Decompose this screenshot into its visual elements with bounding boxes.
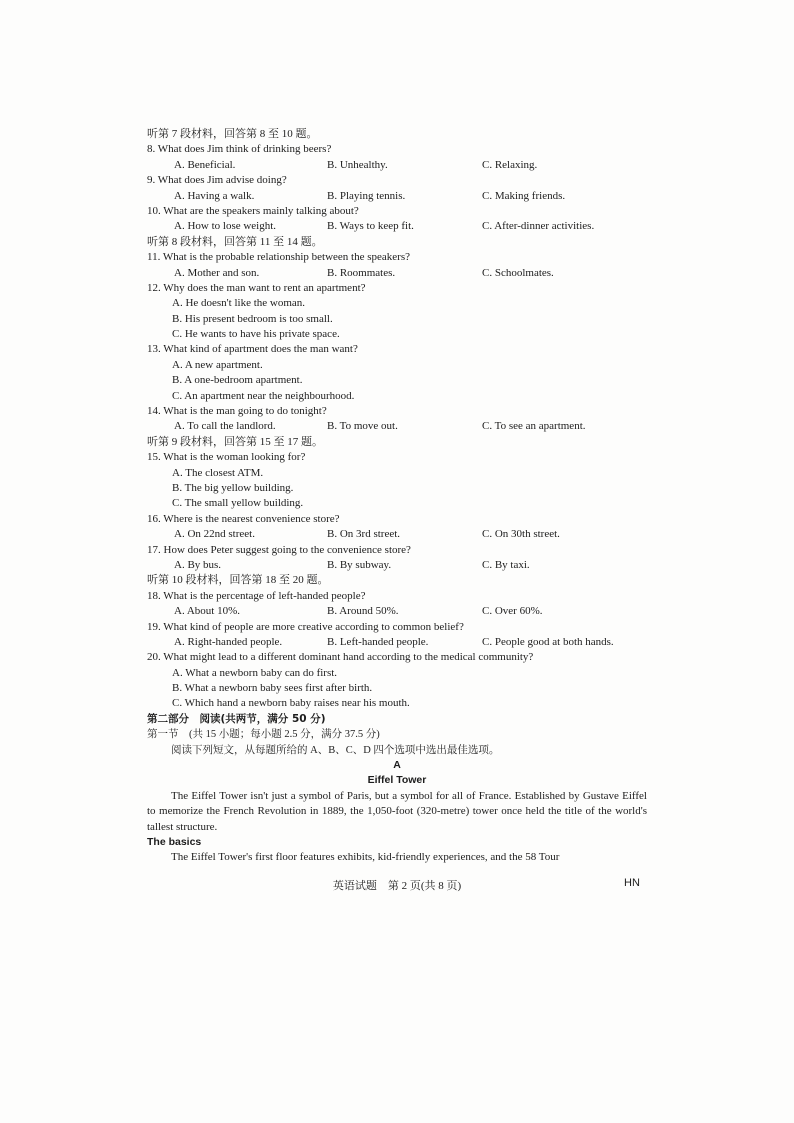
option-15c: C. The small yellow building. — [172, 497, 304, 510]
question-20: 20. What might lead to a different dominant hand according to the medical community? — [147, 651, 534, 664]
question-12: 12. Why does the man want to rent an apartment? — [147, 281, 366, 294]
option-19b: B. Left-handed people. — [327, 635, 429, 648]
option-11a: A. Mother and son. — [174, 266, 260, 279]
option-12b: B. His present bedroom is too small. — [172, 312, 333, 325]
passage-label: A — [393, 759, 401, 772]
option-17b: B. By subway. — [327, 558, 392, 571]
option-18c: C. Over 60%. — [482, 605, 543, 618]
page-footer — [0, 877, 794, 893]
question-8: 8. What does Jim think of drinking beers? — [147, 143, 332, 156]
question-15: 15. What is the woman looking for? — [147, 451, 306, 464]
option-20a: A. What a newborn baby can do first. — [172, 666, 338, 679]
option-13c: C. An apartment near the neighbourhood. — [172, 389, 355, 402]
option-12c: C. He wants to have his private space. — [172, 328, 340, 341]
option-11b: B. Roommates. — [327, 266, 396, 279]
option-18a: A. About 10%. — [174, 605, 240, 618]
option-20b: B. What a newborn baby sees first after birth. — [172, 682, 373, 695]
question-17: 17. How does Peter suggest going to the convenience store? — [147, 543, 411, 556]
reading-instruction: 阅读下列短文，从每题所给的 A、B、C、D 四个选项中选出最佳选项。 — [171, 744, 500, 756]
section-one-note: 第一节 (共 15 小题；每小题 2.5 分，满分 37.5 分) — [147, 729, 380, 741]
option-8b: B. Unhealthy. — [327, 158, 388, 171]
question-11: 11. What is the probable relationship between the speakers? — [147, 251, 410, 264]
part-two-title: 第二部分 阅读(共两节，满分 50 分) — [147, 712, 326, 725]
option-16c: C. On 30th street. — [482, 528, 560, 541]
page-content — [147, 127, 647, 866]
option-14c: C. To see an apartment. — [482, 420, 586, 433]
question-14: 14. What is the man going to do tonight? — [147, 405, 327, 418]
passage-title: Eiffel Tower — [367, 774, 427, 787]
option-16a: A. On 22nd street. — [174, 528, 255, 541]
options-9 — [147, 189, 647, 204]
option-8c: C. Relaxing. — [482, 158, 538, 171]
option-17c: C. By taxi. — [482, 558, 530, 571]
option-9c: C. Making friends. — [482, 189, 566, 202]
question-13: 13. What kind of apartment does the man want? — [147, 343, 358, 356]
option-9b: B. Playing tennis. — [327, 189, 406, 202]
option-10a: A. How to lose weight. — [174, 220, 277, 233]
question-18: 18. What is the percentage of left-handed people? — [147, 589, 366, 602]
question-16: 16. Where is the nearest convenience store? — [147, 512, 340, 525]
question-10: 10. What are the speakers mainly talking about? — [147, 204, 359, 217]
options-19 — [147, 635, 647, 650]
option-17a: A. By bus. — [174, 558, 222, 571]
option-10c: C. After-dinner activities. — [482, 220, 595, 233]
option-14a: A. To call the landlord. — [174, 420, 276, 433]
option-20c: C. Which hand a newborn baby raises near his mouth. — [172, 697, 410, 710]
option-10b: B. Ways to keep fit. — [327, 220, 414, 233]
option-13a: A. A new apartment. — [172, 358, 263, 371]
option-19a: A. Right-handed people. — [174, 635, 283, 648]
option-15b: B. The big yellow building. — [172, 481, 294, 494]
option-18b: B. Around 50%. — [327, 605, 399, 618]
option-19c: C. People good at both hands. — [482, 635, 614, 648]
options-10 — [147, 219, 647, 234]
option-13b: B. A one-bedroom apartment. — [172, 374, 303, 387]
section-instruction-7: 听第 7 段材料，回答第 8 至 10 题。 — [147, 128, 318, 140]
options-11 — [147, 266, 647, 281]
question-9: 9. What does Jim advise doing? — [147, 174, 287, 187]
subheading-the-basics: The basics — [147, 836, 202, 849]
question-19: 19. What kind of people are more creative according to common belief? — [147, 620, 464, 633]
option-9a: A. Having a walk. — [174, 189, 255, 202]
option-11c: C. Schoolmates. — [482, 266, 554, 279]
options-17 — [147, 558, 647, 573]
option-8a: A. Beneficial. — [174, 158, 236, 171]
passage-paragraph-1: The Eiffel Tower isn't just a symbol of Paris, but a symbol for all of France. Established by Gustave Eiffel to memorize the French Revolution in 1889, the 1,050-foot (320-metre) tower once held the title of the world's tallest structure. — [147, 789, 647, 833]
section-instruction-10: 听第 10 段材料，回答第 18 至 20 题。 — [147, 574, 329, 587]
options-14 — [147, 419, 647, 434]
option-15a: A. The closest ATM. — [172, 466, 264, 479]
section-instruction-9: 听第 9 段材料，回答第 15 至 17 题。 — [147, 435, 323, 448]
footer-region-code: HN — [624, 877, 640, 889]
passage-paragraph-2: The Eiffel Tower's first floor features exhibits, kid-friendly experiences, and the 58 Tour — [171, 851, 560, 864]
options-8 — [147, 158, 647, 173]
footer-page-info: 英语试题 第 2 页(共 8 页) — [332, 880, 462, 892]
option-16b: B. On 3rd street. — [327, 528, 401, 541]
section-instruction-8: 听第 8 段材料，回答第 11 至 14 题。 — [147, 235, 323, 248]
option-14b: B. To move out. — [327, 420, 398, 433]
options-16 — [147, 527, 647, 542]
options-18 — [147, 604, 647, 619]
option-12a: A. He doesn't like the woman. — [172, 297, 306, 310]
